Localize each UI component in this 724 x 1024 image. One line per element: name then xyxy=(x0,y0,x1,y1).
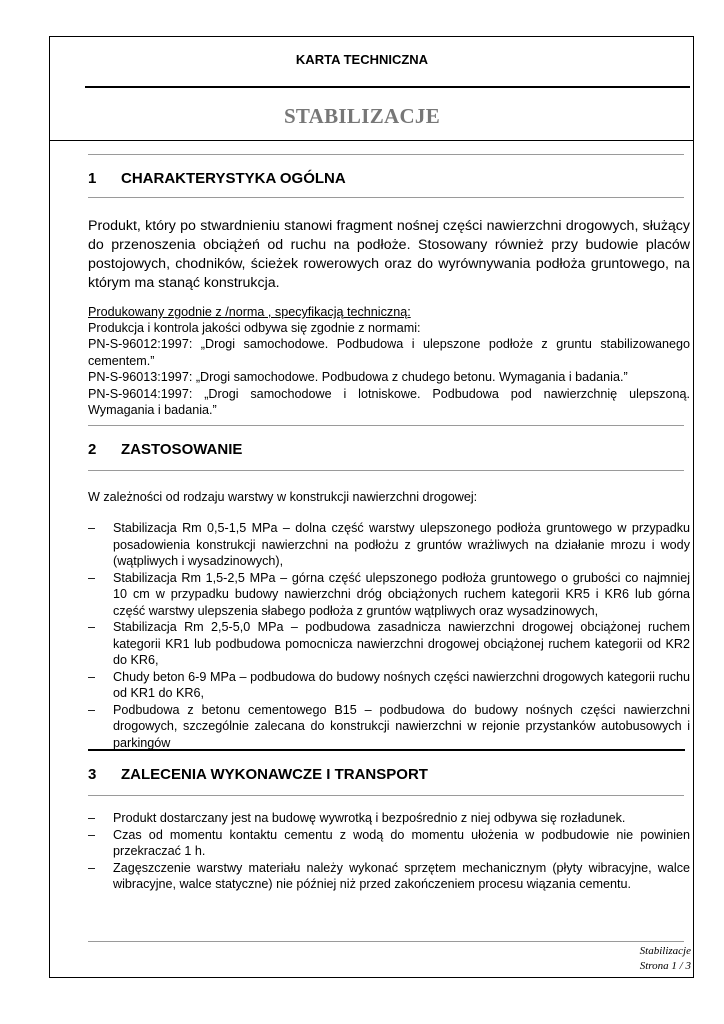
section-2-list xyxy=(88,520,690,751)
page-footer xyxy=(640,944,691,974)
divider xyxy=(88,425,684,426)
document-title: STABILIZACJE xyxy=(283,104,441,128)
header-divider xyxy=(49,140,694,141)
footer-doc-name: Stabilizacje xyxy=(639,945,691,957)
dash-bullet: – xyxy=(88,827,96,842)
dash-bullet: – xyxy=(88,811,96,825)
divider xyxy=(88,795,684,796)
list-item xyxy=(88,570,690,620)
dash-bullet: – xyxy=(88,620,96,634)
card-title: KARTA TECHNICZNA xyxy=(295,52,429,67)
norm-item: PN-S-96014:1997: „Drogi samochodowe i lotniskowe. Podbudowa pod nawierzchnię ulepszoną. Wymagania i badania.” xyxy=(88,386,690,417)
list-item-text: Stabilizacja Rm 1,5-2,5 MPa – górna część ulepszonego podłoża gruntowego o grubości co najmniej 10 cm w przypadku budowy nawierzchni dróg obciążonych ruchem kategorii KR5 i KR6 lub górna część warstwy ulepszenia słabego podłoża z gruntów wątpliwych oraz wysadzinowych, xyxy=(113,570,690,618)
header-rule xyxy=(85,86,690,88)
list-item-text: Zagęszczenie warstwy materiału należy wykonać sprzętem mechanicznym (płyty wibracyjne, walce wibracyjne, walce statyczne) nie później niż przed zakończeniem procesu wiązania cementu. xyxy=(113,860,690,891)
section-divider xyxy=(88,749,685,751)
list-item-text: Czas od momentu kontaktu cementu z wodą do momentu ułożenia w podbudowie nie powinien przekraczać 1 h. xyxy=(113,827,690,858)
list-item-text: Stabilizacja Rm 2,5-5,0 MPa – podbudowa zasadnicza nawierzchni drogowej obciążonej ruchem kategorii KR1 lub podbudowa pomocnicza nawierzchni drogowej obciążonej ruchem kategorii od KR2 do KR6, xyxy=(113,620,690,667)
list-item-text: Chudy beton 6-9 MPa – podbudowa do budowy nośnych części nawierzchni drogowych kategorii ruchu od KR1 do KR6, xyxy=(113,669,690,700)
norm-item: PN-S-96013:1997: „Drogi samochodowe. Podbudowa z chudego betonu. Wymagania i badania.” xyxy=(88,370,628,384)
section-1-paragraph: Produkt, który po stwardnieniu stanowi fragment nośnej części nawierzchni drogowych, służący do przenoszenia obciążeń od ruchu na podłoże. Stosowany również przy budowie placów postojowych, chodników, ścieżek rowerowych oraz do wyrównywania podłoża gruntowego, na którym ma stanąć konstrukcja. xyxy=(88,218,690,291)
section-3-list xyxy=(88,810,690,893)
dash-bullet: – xyxy=(88,860,96,875)
list-item xyxy=(88,520,690,570)
list-item xyxy=(88,860,690,893)
section-1-number: 1 xyxy=(88,170,97,187)
production-note: Produkcja i kontrola jakości odbywa się zgodnie z normami: xyxy=(88,321,421,335)
divider xyxy=(88,154,684,155)
list-item xyxy=(88,669,690,702)
dash-bullet: – xyxy=(88,521,96,535)
footer-page-number: Strona 1 / 3 xyxy=(639,960,691,972)
section-2-number: 2 xyxy=(88,441,97,458)
dash-bullet: – xyxy=(88,669,96,684)
list-item-text: Stabilizacja Rm 0,5-1,5 MPa – dolna część warstwy ulepszonego podłoża gruntowego w przypadku posadowienia konstrukcji nawierzchni na podłożu z gruntów wrażliwych na działanie mrozu i wody (wątpliwych i wysadzinowych), xyxy=(113,521,690,568)
produced-label: Produkowany zgodnie z /norma , specyfikacją techniczną: xyxy=(88,305,411,319)
section-3-number: 3 xyxy=(88,766,97,783)
list-item xyxy=(88,827,690,860)
section-3-title: ZALECENIA WYKONAWCZE I TRANSPORT xyxy=(121,766,428,783)
divider xyxy=(88,470,684,471)
norms-list xyxy=(88,336,690,419)
section-2-title: ZASTOSOWANIE xyxy=(121,441,243,458)
list-item-text: Produkt dostarczany jest na budowę wywrotką i bezpośrednio z niej odbywa się rozładunek. xyxy=(113,811,626,825)
list-item-text: Podbudowa z betonu cementowego B15 – podbudowa do budowy nośnych części nawierzchni drogowych, szczególnie zalecana do konstrukcji nawierzchni w rejonie przystanków autobusowych i parkingów xyxy=(113,702,690,750)
footer-rule xyxy=(88,941,684,942)
divider xyxy=(88,197,684,198)
dash-bullet: – xyxy=(88,570,96,585)
section-2-intro: W zależności od rodzaju warstwy w konstrukcji nawierzchni drogowej: xyxy=(88,490,478,504)
dash-bullet: – xyxy=(88,702,96,717)
list-item xyxy=(88,702,690,752)
list-item xyxy=(88,810,690,827)
section-1-title: CHARAKTERYSTYKA OGÓLNA xyxy=(121,170,346,187)
list-item xyxy=(88,619,690,669)
norm-item: PN-S-96012:1997: „Drogi samochodowe. Podbudowa i ulepszone podłoże z gruntu stabilizowanego cementem.” xyxy=(88,337,690,368)
